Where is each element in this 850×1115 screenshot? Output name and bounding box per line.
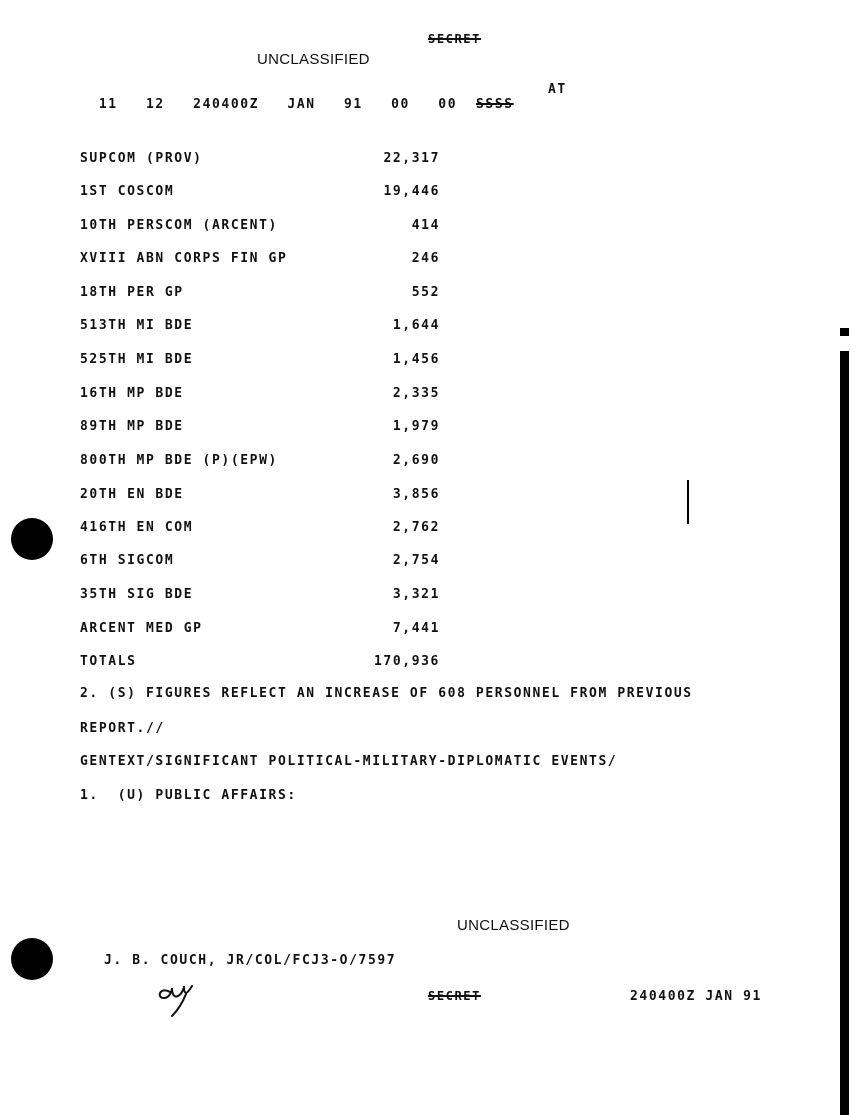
secret-marking-bottom: SECRET: [428, 989, 481, 1003]
totals-label: TOTALS: [80, 654, 137, 669]
unit-name: 18TH PER GP: [80, 285, 184, 300]
dtg-value: 240400Z: [193, 97, 260, 112]
unit-name: 1ST COSCOM: [80, 184, 175, 199]
unit-value: 2,335: [392, 386, 440, 401]
footer-dtg: 240400Z JAN 91: [630, 989, 762, 1004]
unit-name: 10TH PERSCOM (ARCENT): [80, 218, 278, 233]
unit-value: 2,690: [392, 453, 440, 468]
handwritten-initials: [152, 972, 202, 1020]
unit-name: 513TH MI BDE: [80, 318, 194, 333]
unit-value: 1,979: [392, 419, 440, 434]
dtg-at: AT: [548, 82, 567, 97]
secret-marking-top: SECRET: [428, 32, 481, 46]
unit-name: 20TH EN BDE: [80, 487, 184, 502]
totals-value: 170,936: [374, 654, 440, 669]
dtg-f2: 00: [438, 97, 458, 112]
unit-value: 1,456: [392, 352, 440, 367]
unit-value: 1,644: [392, 318, 440, 333]
unit-name: 6TH SIGCOM: [80, 553, 175, 568]
dtg-f1: 00: [391, 97, 410, 112]
signature-block: J. B. COUCH, JR/COL/FCJ3-O/7597: [104, 953, 397, 968]
dtg-year: 91: [343, 97, 363, 112]
classification-bottom: UNCLASSIFIED: [457, 917, 570, 934]
unit-value: 2,754: [392, 553, 440, 568]
unit-name: SUPCOM (PROV): [80, 151, 203, 166]
unit-value: 246: [411, 251, 440, 266]
unit-value: 2,762: [392, 520, 440, 535]
gentext-line: GENTEXT/SIGNIFICANT POLITICAL-MILITARY-DIPLOMATIC EVENTS/: [80, 754, 618, 769]
unit-value: 3,321: [392, 587, 440, 602]
dtg-seq2: 12: [146, 97, 165, 112]
dtg-seq1: 11: [98, 97, 118, 112]
unit-name: 16TH MP BDE: [80, 386, 184, 401]
unit-value: 3,856: [392, 487, 440, 502]
unit-name: 89TH MP BDE: [80, 419, 184, 434]
dtg-month: JAN: [287, 97, 316, 112]
unit-value: 414: [411, 218, 440, 233]
margin-mark: [687, 480, 689, 524]
para1-line: 1. (U) PUBLIC AFFAIRS:: [80, 788, 297, 803]
unit-name: 800TH MP BDE (P)(EPW): [80, 453, 278, 468]
unit-value: 7,441: [392, 621, 440, 636]
unit-name: 525TH MI BDE: [80, 352, 194, 367]
unit-name: XVIII ABN CORPS FIN GP: [80, 251, 288, 266]
punch-hole-upper: [11, 518, 53, 560]
unit-value: 552: [411, 285, 440, 300]
scan-edge-bar: [840, 351, 849, 1115]
para2-line2: REPORT.//: [80, 721, 165, 736]
unit-name: 35TH SIG BDE: [80, 587, 194, 602]
unit-value: 22,317: [383, 151, 440, 166]
dtg-struck: SSSS: [475, 97, 514, 112]
unit-name: ARCENT MED GP: [80, 621, 203, 636]
unit-name: 416TH EN COM: [80, 520, 194, 535]
scan-edge-mark: [840, 328, 849, 336]
para2-line1: 2. (S) FIGURES REFLECT AN INCREASE OF 608 PERSONNEL FROM PREVIOUS: [80, 686, 693, 701]
dtg-line: [80, 82, 514, 112]
unit-value: 19,446: [383, 184, 440, 199]
punch-hole-lower: [11, 938, 53, 980]
classification-top: UNCLASSIFIED: [257, 51, 370, 68]
